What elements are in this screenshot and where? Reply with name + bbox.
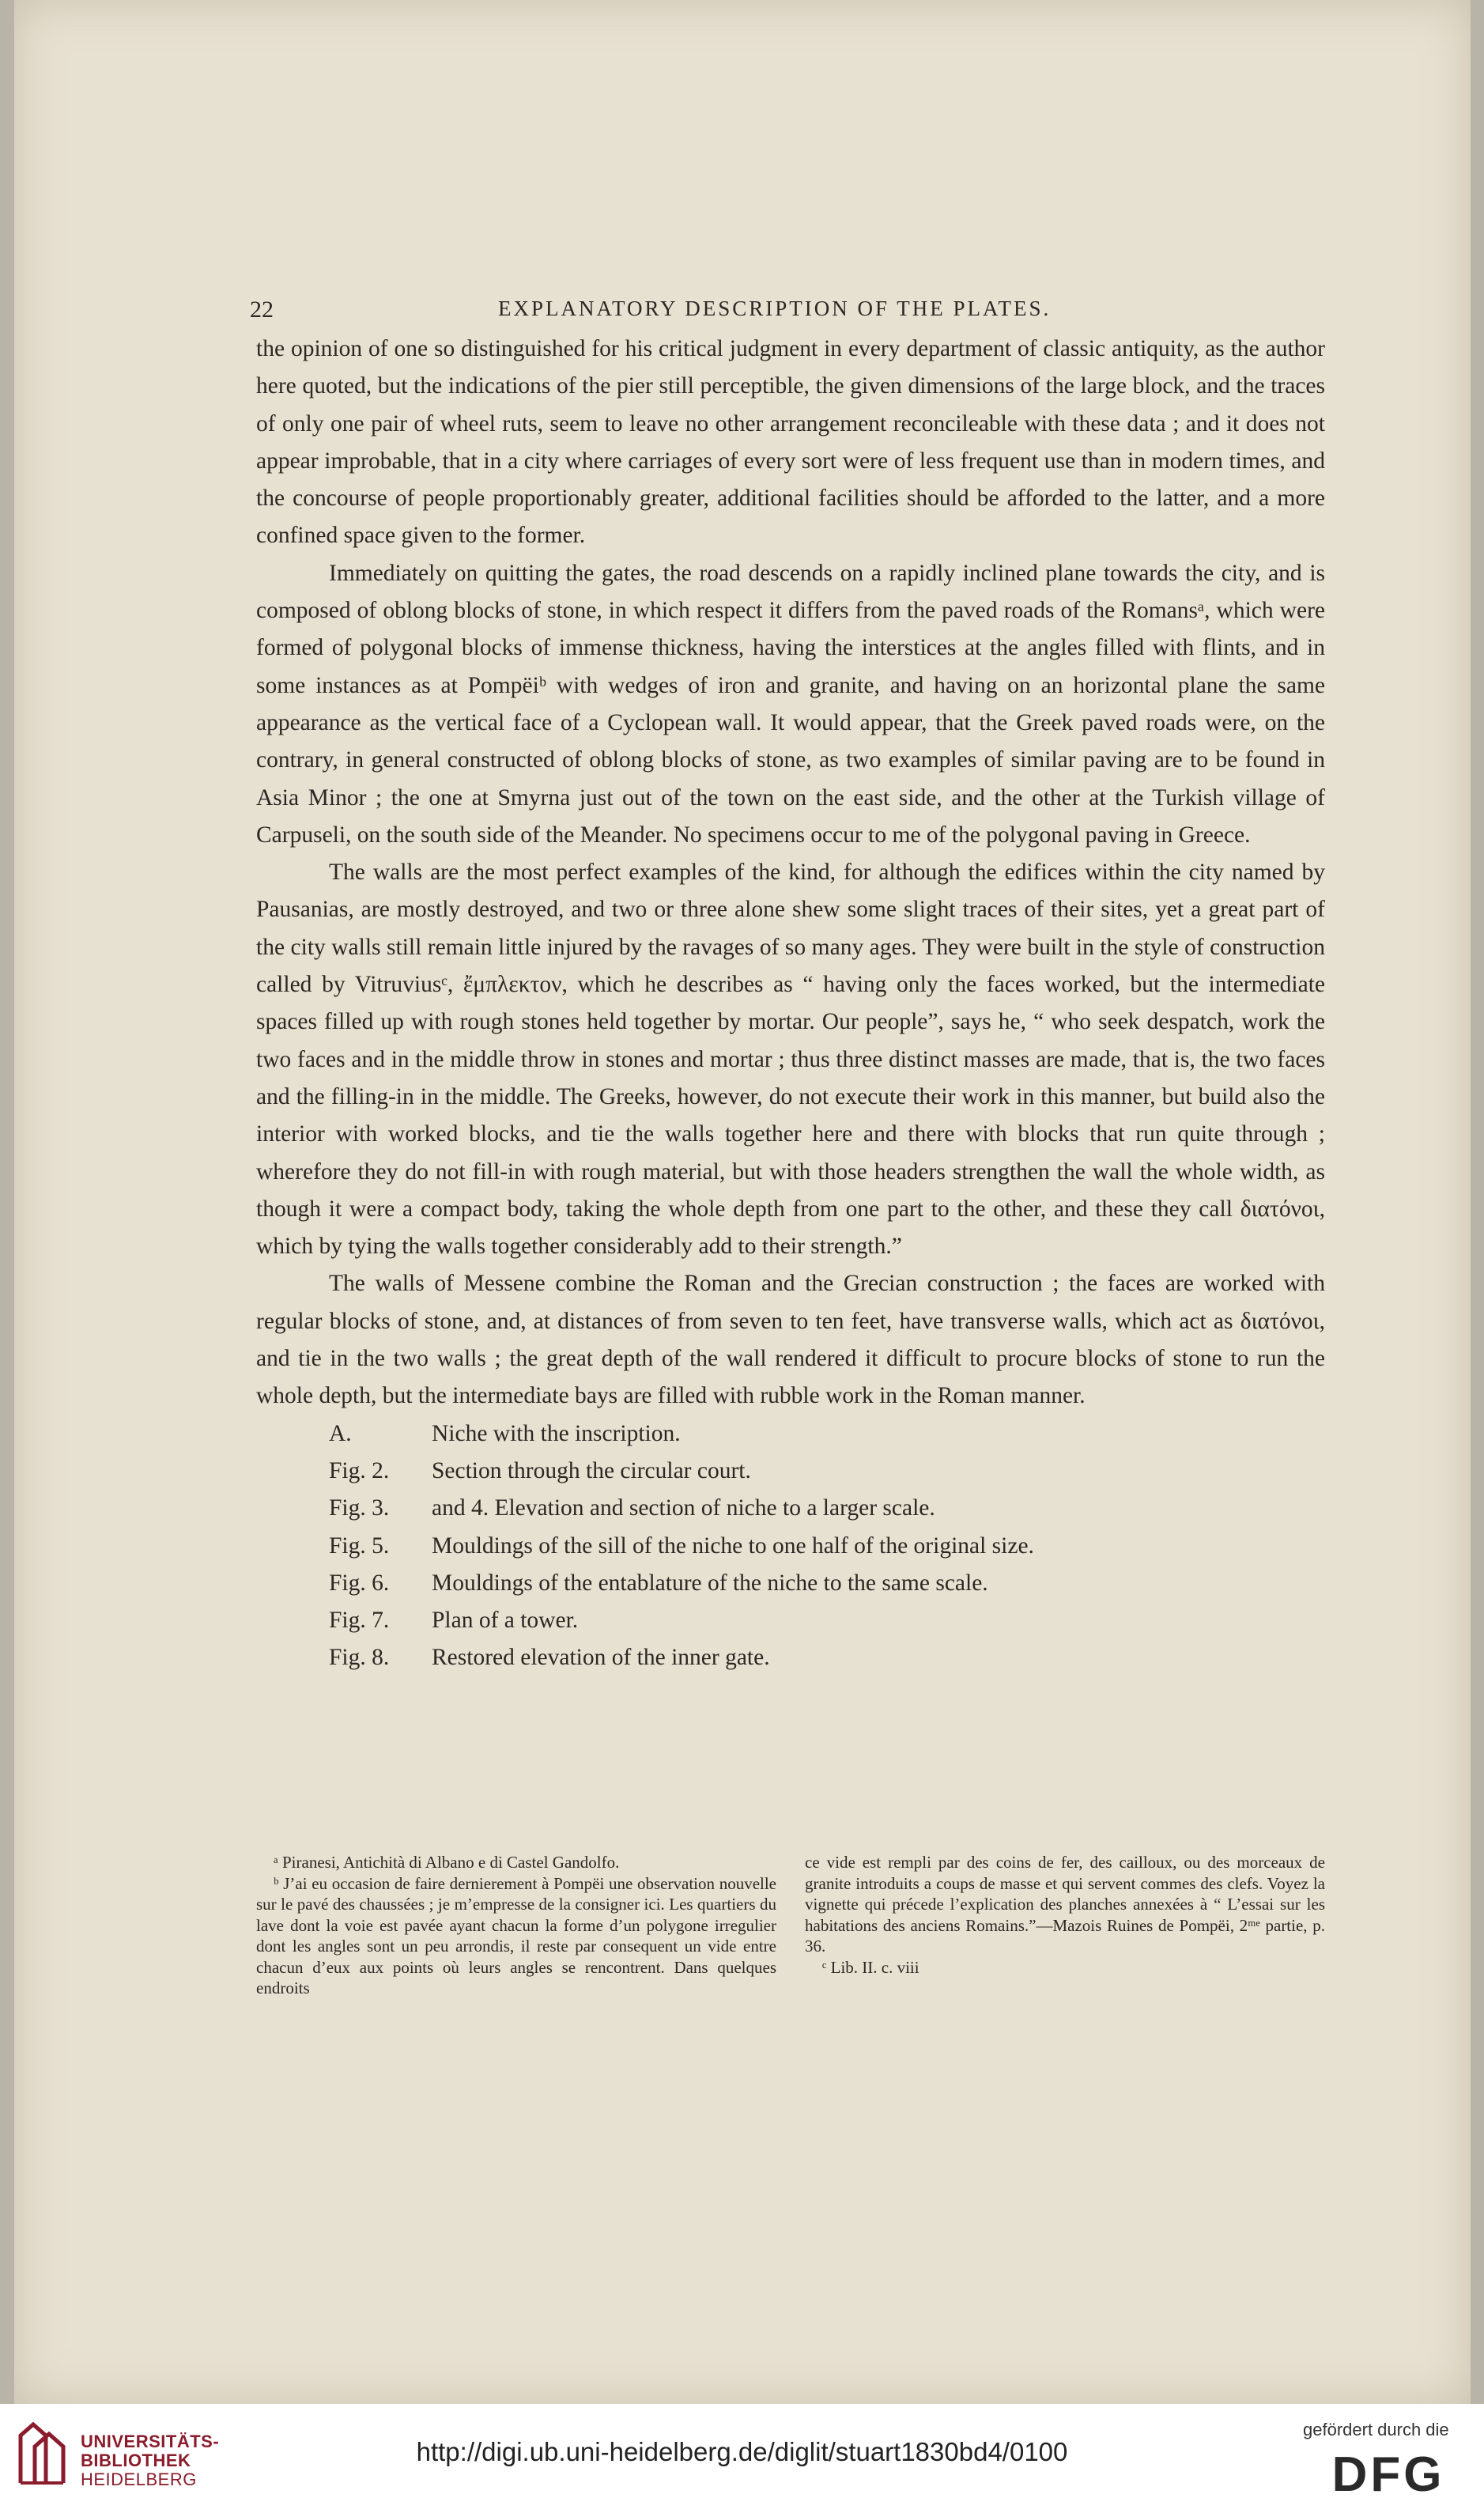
- figure-label: Fig. 3.: [329, 1495, 390, 1521]
- figure-label: Fig. 6.: [329, 1570, 390, 1596]
- funder-caption: gefördert durch die: [1303, 2420, 1449, 2439]
- figure-item: [256, 1490, 1325, 1527]
- page-number: 22: [250, 297, 274, 323]
- permalink[interactable]: http://digi.ub.uni-heidelberg.de/diglit/stuart1830bd4/0100: [416, 2437, 1068, 2466]
- paragraph: The walls of Messene combine the Roman and the Grecian construction ; the faces are worked with regular blocks of stone, and, at distances of from seven to ten feet, have transverse walls, which act as διατόνοι, and tie in the two walls ; the great depth of the wall rendered it difficult to procure blocks of stone to run the whole depth, but the intermediate bays are filled with rubble work in the Roman manner.: [256, 1271, 1325, 1409]
- figure-label: Fig. 7.: [329, 1608, 390, 1634]
- library-name: UNIVERSITÄTS- BIBLIOTHEK HEIDELBERG: [81, 2432, 220, 2489]
- figure-caption: Plan of a tower.: [432, 1608, 579, 1634]
- paragraph: the opinion of one so distinguished for his critical judgment in every department of classic antiquity, as the author here quoted, but the indications of the pier still perceptible, the given dimensions of the large block, and the traces of only one pair of wheel ruts, seem to leave no other arrangement reconcileable with these data ; and it does not appear improbable, that in a city where carriages of every sort were of less frequent use than in modern times, and the concourse of people proportionably greater, additional facilities should be afforded to the latter, and a more confined space given to the former.: [256, 336, 1325, 549]
- figure-caption: Niche with the inscription.: [432, 1420, 681, 1446]
- figure-caption: Mouldings of the sill of the niche to one half of the original size.: [432, 1532, 1034, 1559]
- figure-item: [256, 1415, 1325, 1453]
- paragraph: The walls are the most perfect examples of the kind, for although the edifices within the city named by Pausanias, are mostly destroyed, and two or three alone shew some slight traces of their sites, yet a great part of the city walls still remain little injured by the ravages of so many ages. They were built in the style of construction called by Vitruviusᶜ, ἔμπλεκτον, which he describes as “ having only the faces worked, but the intermediate spaces filled up with rough stones held together by mortar. Our people”, says he, “ who seek despatch, work the two faces and in the middle throw in stones and mortar ; thus three distinct masses are made, that is, the two faces and the filling-in in the middle. The Greeks, however, do not execute their work in this manner, but build also the interior with worked blocks, and tie the walls together here and there with blocks that run quite through ; wherefore they do not fill-in with rough material, but with those headers strengthen the wall the whole width, as though it were a compact body, taking the whole depth from one part to the other, and these they call διατόνοι, which by tying the walls together considerably add to their strength.”: [256, 860, 1325, 1260]
- figure-label: Fig. 8.: [329, 1645, 390, 1671]
- paragraph: Immediately on quitting the gates, the road descends on a rapidly inclined plane towards the city, and is composed of oblong blocks of stone, in which respect it differs from the paved roads of the Romansᵃ, which were formed of polygonal blocks of immense thickness, having the interstices at the angles filled with flints, and in some instances as at Pompëiᵇ with wedges of iron and granite, and having on an horizontal plane the same appearance as the vertical face of a Cyclopean wall. It would appear, that the Greek paved roads were, on the contrary, in general constructed of oblong blocks of stone, as two examples of similar paving are to be found in Asia Minor ; the one at Smyrna just out of the town on the east side, and the other at the Turkish village of Carpuseli, on the south side of the Meander. No specimens occur to me of the polygonal paving in Greece.: [256, 560, 1325, 848]
- footnote: ᶜ Lib. II. c. viii: [822, 1957, 919, 1977]
- figure-item: [256, 1565, 1325, 1602]
- figure-caption: and 4. Elevation and section of niche to a larger scale.: [432, 1495, 935, 1521]
- figure-item: [256, 1453, 1325, 1490]
- figure-item: [256, 1528, 1325, 1565]
- dfg-logo-icon: [1317, 2447, 1459, 2497]
- figure-caption: Mouldings of the entablature of the niche to the same scale.: [432, 1570, 988, 1596]
- footnote-continuation: ce vide est rempli par des coins de fer, des cailloux, ou des morceaux de granite introduits a coups de masse et qui servent commes des clefs. Voyez la vignette qui précede l’explication des planches annexées à “ L’essai sur les habitations des anciens Romains.”—Mazois Ruines de Pompëi, 2ᵐᵉ partie, p. 36.: [805, 1853, 1325, 1956]
- figure-caption: Section through the circular court.: [432, 1457, 751, 1483]
- figure-caption: Restored elevation of the inner gate.: [432, 1645, 770, 1671]
- svg-text:DFG: DFG: [1331, 2447, 1445, 2497]
- figure-label: Fig. 2.: [329, 1457, 390, 1483]
- main-text: [256, 331, 1325, 1677]
- footnotes-left-column: [256, 1852, 776, 1999]
- figure-item: [256, 1639, 1325, 1676]
- figure-label: A.: [329, 1420, 352, 1446]
- figure-list: [256, 1415, 1325, 1677]
- footnotes-right-column: [805, 1852, 1325, 1978]
- figure-item: [256, 1602, 1325, 1639]
- running-head: EXPLANATORY DESCRIPTION OF THE PLATES.: [498, 297, 1052, 320]
- footnote: ᵃ Piranesi, Antichità di Albano e di Castel Gandolfo.: [274, 1853, 620, 1872]
- footnote: ᵇ J’ai eu occasion de faire dernierement à Pompëi une observation nouvelle sur le pavé des chaussées ; je m’empresse de la consigner ici. Les quartiers du lave dont la voie est pavée ayant chacun la forme d’un polygone irregulier dont les angles sont un peu arrondis, il reste par consequent un vide entre chacun d’eux aux points où leurs angles se rencontrent. Dans quelques endroits: [256, 1873, 776, 1997]
- figure-label: Fig. 5.: [329, 1532, 390, 1559]
